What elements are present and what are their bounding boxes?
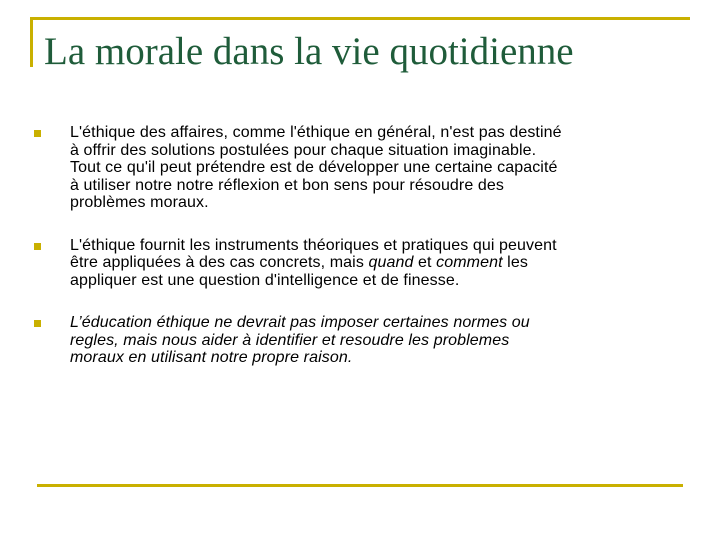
- bullet-line: à offrir des solutions postulées pour chaque situation imaginable.: [70, 141, 537, 159]
- bullet-line: L'éthique fournit les instruments théoriques et pratiques qui peuvent: [70, 236, 557, 254]
- bullet-text: et: [413, 254, 437, 271]
- bullet-item-ethics-education: [34, 314, 684, 367]
- bullet-line: L’éducation éthique ne devrait pas imposer certaines normes ou: [70, 314, 530, 331]
- bullet-text: les: [502, 254, 528, 271]
- emphasis-quand: quand: [368, 254, 414, 271]
- bullet-line: à utiliser notre notre réflexion et bon sens pour résoudre des: [70, 176, 505, 194]
- bullet-item-ethics-tools: [34, 237, 684, 290]
- bullet-list: [34, 124, 684, 367]
- bullet-line: L'éthique des affaires, comme l'éthique en général, n'est pas destiné: [70, 124, 562, 141]
- bullet-text: être appliquées à des cas concrets, mais: [70, 254, 369, 271]
- title-frame-left-rule: [30, 17, 33, 67]
- bullet-line: problèmes moraux.: [70, 194, 209, 211]
- square-bullet-icon: [34, 320, 41, 327]
- square-bullet-icon: [34, 130, 41, 137]
- emphasis-comment: comment: [436, 254, 503, 271]
- square-bullet-icon: [34, 243, 41, 250]
- bullet-line: Tout ce qu'il peut prétendre est de développer une certaine capacité: [70, 159, 558, 176]
- bullet-line: regles, mais nous aider à identifier et resoudre les problemes: [70, 331, 510, 349]
- slide-title: La morale dans la vie quotidienne: [44, 30, 574, 73]
- bullet-line: moraux en utilisant notre propre raison.: [70, 349, 353, 366]
- bullet-line-mixed: [70, 254, 684, 272]
- bullet-line: appliquer est une question d'intelligence et de finesse.: [70, 271, 460, 289]
- title-frame-top-rule: [30, 17, 690, 20]
- bullet-item-business-ethics: [34, 124, 684, 212]
- footer-rule: [37, 484, 683, 487]
